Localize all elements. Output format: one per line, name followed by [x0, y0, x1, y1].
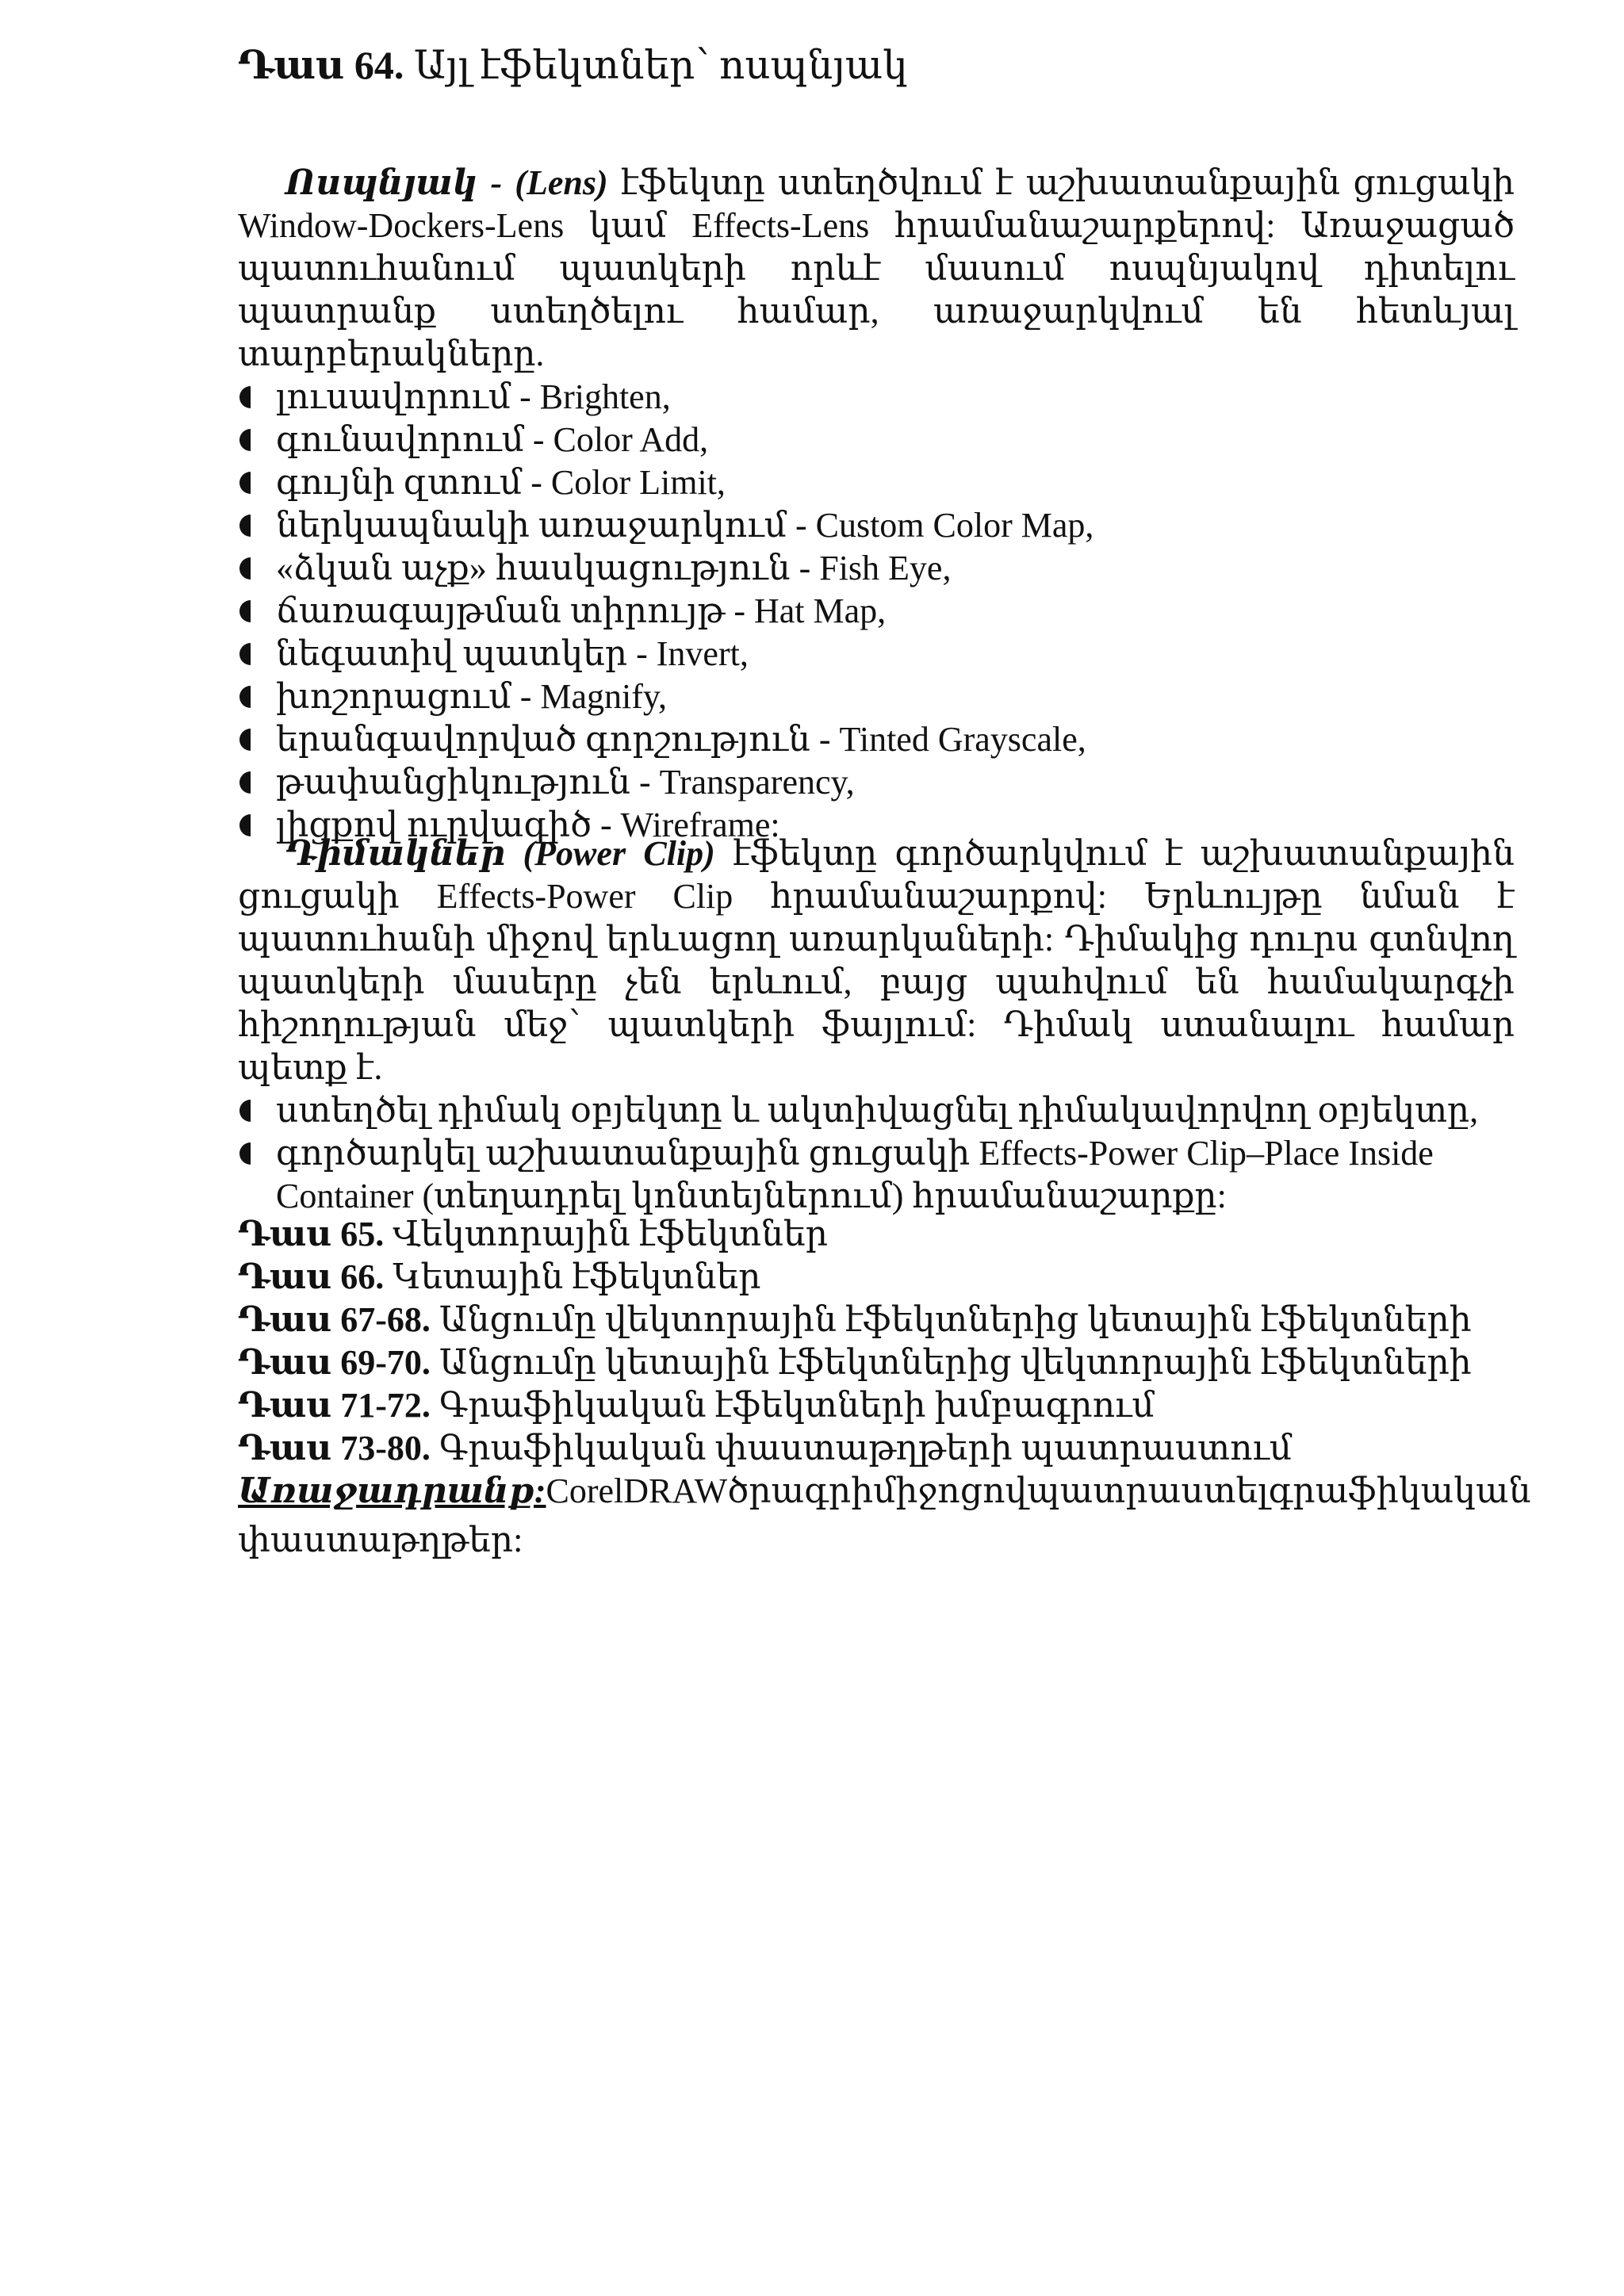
- lens-paragraph: [238, 162, 1515, 376]
- lessons-list: [238, 1213, 1531, 1562]
- task-line-2: փաստաթղթեր:: [238, 1521, 523, 1559]
- bullet-icon: [239, 1100, 251, 1122]
- lens-section: [238, 162, 1515, 847]
- list-item: լուսավորում - Brighten,: [238, 376, 1515, 419]
- task-word: CorelDRAW: [546, 1471, 728, 1510]
- lens-options-list: [238, 376, 1515, 847]
- powerclip-section: [238, 832, 1515, 1218]
- page-title: [238, 41, 908, 89]
- lesson-title: Այլ էֆեկտներ՝ ոսպնյակ: [413, 43, 908, 87]
- bullet-icon: [239, 472, 251, 494]
- bullet-icon: [239, 771, 251, 794]
- bullet-icon: [239, 686, 251, 708]
- powerclip-lead: Դիմակներ (Power Clip): [285, 834, 715, 873]
- task-word: միջոցով: [873, 1471, 1028, 1510]
- powerclip-steps-list: [238, 1089, 1515, 1218]
- list-item: ճառագայթման տիրույթ - Hat Map,: [238, 590, 1515, 633]
- list-item: ներկապնակի առաջարկում - Custom Color Map,: [238, 504, 1515, 547]
- lesson-number: Դաս 64.: [238, 43, 404, 87]
- task-line: [238, 1470, 1531, 1513]
- task-label: Առաջադրանք:: [238, 1471, 546, 1510]
- list-item: Դաս 66. Կետային էֆեկտներ: [238, 1257, 761, 1296]
- list-item: Դաս 67-68. Անցումը վեկտորային էֆեկտներից կետային էֆեկտների: [238, 1300, 1472, 1339]
- bullet-icon: [239, 729, 251, 751]
- bullet-icon: [239, 515, 251, 537]
- list-item: ստեղծել դիմակ օբյեկտը և ակտիվացնել դիմակավորվող օբյեկտը,: [238, 1089, 1515, 1132]
- bullet-icon: [239, 429, 251, 451]
- bullet-icon: [239, 643, 251, 665]
- lens-lead: Ոսպնյակ - (Lens): [285, 163, 608, 202]
- list-item: խոշորացում - Magnify,: [238, 675, 1515, 718]
- list-item: թափանցիկություն - Transparency,: [238, 761, 1515, 804]
- task-word: ծրագրի: [727, 1471, 874, 1510]
- list-item: Դաս 73-80. Գրաֆիկական փաստաթղթերի պատրաստում: [238, 1429, 1293, 1468]
- bullet-icon: [239, 557, 251, 580]
- list-item: նեգատիվ պատկեր - Invert,: [238, 633, 1515, 675]
- list-item: գունավորում - Color Add,: [238, 419, 1515, 461]
- lens-text: էֆեկտը ստեղծվում է աշխատանքային ցուցակի Window-Dockers-Lens կամ Effects-Lens հրամանաշարքերով: Առաջացած պատուհանում պատկերի որևէ մասում ոսպնյակով դիտելու պատրանք ստեղծելու համար, առաջարկվում են հետևյալ տարբերակները.: [238, 163, 1515, 373]
- list-item: «ձկան աչք» հասկացություն - Fish Eye,: [238, 547, 1515, 590]
- bullet-icon: [239, 386, 251, 408]
- list-item: Դաս 69-70. Անցումը կետային էֆեկտներից վեկտորային էֆեկտների: [238, 1343, 1472, 1382]
- list-item: գործարկել աշխատանքային ցուցակի Effects-Power Clip–Place Inside Container (տեղադրել կոնտեյներում) հրամանաշարքը:: [238, 1132, 1515, 1218]
- list-item: գույնի զտում - Color Limit,: [238, 461, 1515, 504]
- powerclip-paragraph: [238, 832, 1515, 1089]
- task-word: պատրաստել: [1027, 1471, 1269, 1510]
- task-word: գրաֆիկական: [1268, 1471, 1531, 1510]
- powerclip-text: էֆեկտը գործարկվում է աշխատանքային ցուցակի Effects-Power Clip հրամանաշարքով: Երևույթը նման է պատուհանի միջով երևացող առարկաների: Դիմակից դուրս գտնվող պատկերի մասերը չեն երևում, բայց պահվում են համակարգչի հիշողության մեջ՝ պատկերի ֆայլում: Դիմակ ստանալու համար պետք է.: [238, 834, 1515, 1087]
- list-item: երանգավորված գորշություն - Tinted Grayscale,: [238, 718, 1515, 761]
- list-item: լիցքով ուրվագիծ - Wireframe:: [238, 804, 1515, 847]
- list-item: Դաս 71-72. Գրաֆիկական էֆեկտների խմբագրում: [238, 1386, 1155, 1425]
- list-item: Դաս 65. Վեկտորային էֆեկտներ: [238, 1215, 828, 1253]
- bullet-icon: [239, 600, 251, 622]
- bullet-icon: [239, 1142, 251, 1165]
